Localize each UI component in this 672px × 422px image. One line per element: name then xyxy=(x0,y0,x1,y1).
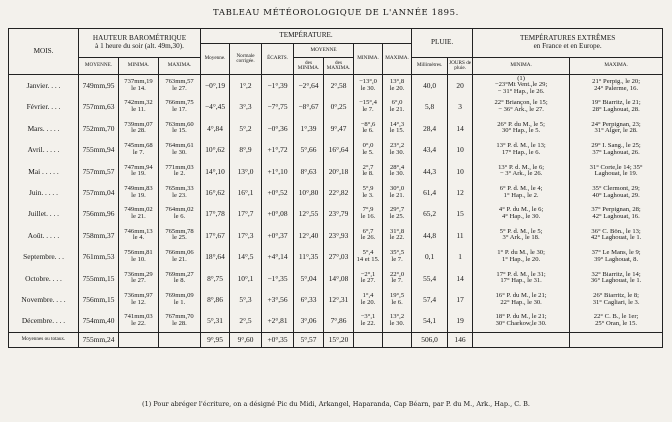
cell-t-moyenne: 4°,84 xyxy=(201,118,230,139)
header-t-ecarts: ÉCARTS. xyxy=(262,44,294,75)
cell-ext-minima: 4° P. du M., le 6; 4° Hap., le 30. xyxy=(473,203,570,224)
cell-mois: Septembre. . . xyxy=(9,246,79,267)
cell-h-maxima: 765mm,33 le 23. xyxy=(159,182,201,203)
cell-pluie-jours: 20 xyxy=(448,75,473,97)
cell-t-des-maxima: 9°,47 xyxy=(324,118,354,139)
cell-h-maxima: 771mm,03 le 2. xyxy=(159,161,201,182)
cell-t-normale: 17°,3 xyxy=(230,225,262,246)
cell-h-moyenne: 758mm,37 xyxy=(79,225,119,246)
cell-t-normale: 5°,3 xyxy=(230,289,262,310)
cell-pluie-mm: 5,8 xyxy=(412,96,448,117)
cell-pluie-mm: 43,4 xyxy=(412,139,448,160)
cell-t-moyenne: 8°,75 xyxy=(201,268,230,289)
cell-t-des-maxima: 0°,25 xyxy=(324,96,354,117)
cell-t-ecarts: −7°,75 xyxy=(262,96,294,117)
table-row xyxy=(9,182,663,203)
cell-ext-maxima: 31° Corte,le 14; 35° Laghouat, le 19. xyxy=(570,161,663,182)
cell-ext-minima: (1) −23°Mt Vent.,le 29; − 31° Hap., le 26. xyxy=(473,75,570,97)
cell-t-minima: 7°,9 le 16. xyxy=(354,203,383,224)
cell-pluie-mm: 57,4 xyxy=(412,289,448,310)
cell-h-maxima: 763mm,60 le 15. xyxy=(159,118,201,139)
table-row xyxy=(9,75,663,97)
cell-t-minima: −3°,1 le 22. xyxy=(354,310,383,332)
header-hauteur: HAUTEUR BAROMÉTRIQUE à 1 heure du soir (alt. 49m,30). xyxy=(79,29,201,58)
cell-ext-maxima: 35° Clermont, 29; 40° Laghouat, 29. xyxy=(570,182,663,203)
cell-t-des-minima: −8°,67 xyxy=(294,96,324,117)
cell-pluie-jours: 1 xyxy=(448,246,473,267)
page-title: TABLEAU MÉTÉOROLOGIQUE DE L'ANNÉE 1895. xyxy=(213,8,459,18)
cell-h-maxima: 764mm,61 le 30. xyxy=(159,139,201,160)
cell-t-moyenne: 16°,62 xyxy=(201,182,230,203)
cell-h-moyenne: 749mm,95 xyxy=(79,75,119,97)
table-row xyxy=(9,310,663,332)
cell-t-moyenne: 17°,78 xyxy=(201,203,230,224)
cell-t-normale: 13°,0 xyxy=(230,161,262,182)
cell-mois: Avril. . . . . xyxy=(9,139,79,160)
header-pluie-jours: JOURS de pluie. xyxy=(448,58,473,75)
cell-h-minima: 756mm,81 le 10. xyxy=(119,246,159,267)
cell-h-moyenne: 754mm,40 xyxy=(79,310,119,332)
cell-ext-maxima: 21° Perpig., le 20; 24° Palerme, 16. xyxy=(570,75,663,97)
cell-h-moyenne: 761mm,53 xyxy=(79,246,119,267)
table-row xyxy=(9,289,663,310)
cell-mois: Mars. . . . . xyxy=(9,118,79,139)
avg-h-moyenne: 755mm,24 xyxy=(79,332,119,347)
cell-t-ecarts: +0°,08 xyxy=(262,203,294,224)
cell-t-ecarts: +3°,56 xyxy=(262,289,294,310)
cell-pluie-mm: 65,2 xyxy=(412,203,448,224)
cell-t-des-minima: 8°,63 xyxy=(294,161,324,182)
table-row xyxy=(9,203,663,224)
table-row xyxy=(9,96,663,117)
cell-t-ecarts: +0°,37 xyxy=(262,225,294,246)
header-pluie-mm: Millimètres. xyxy=(412,58,448,75)
cell-t-minima: 2°,7 le 8. xyxy=(354,161,383,182)
cell-t-maxima: 19°,5 le 6. xyxy=(383,289,412,310)
cell-t-des-maxima: 12°,31 xyxy=(324,289,354,310)
header-pluie: PLUIE. xyxy=(412,29,473,58)
table-row xyxy=(9,139,663,160)
cell-t-des-maxima: 7°,86 xyxy=(324,310,354,332)
cell-t-ecarts: −1°,35 xyxy=(262,268,294,289)
cell-t-des-minima: 1°,39 xyxy=(294,118,324,139)
cell-t-maxima: 35°,5 le 7. xyxy=(383,246,412,267)
table-row xyxy=(9,118,663,139)
header-t-des-minima: des MINIMA. xyxy=(294,58,324,75)
cell-t-des-minima: 12°,55 xyxy=(294,203,324,224)
cell-ext-minima: 16° P. du M., le 21; 22° Hap., le 30. xyxy=(473,289,570,310)
cell-pluie-jours: 14 xyxy=(448,118,473,139)
cell-t-normale: 17°,7 xyxy=(230,203,262,224)
cell-ext-minima: 1° P. du M., le 30; 1° Hap., le 20. xyxy=(473,246,570,267)
averages-label: Moyennes ou totaux. xyxy=(9,332,79,347)
cell-t-des-maxima: 14°,08 xyxy=(324,268,354,289)
cell-t-minima: −8°,6 le 6. xyxy=(354,118,383,139)
cell-t-normale: 5°,2 xyxy=(230,118,262,139)
cell-h-moyenne: 755mm,15 xyxy=(79,268,119,289)
cell-ext-minima: 22° Briançon, le 15; − 36° Ark., le 27. xyxy=(473,96,570,117)
cell-h-maxima: 764mm,02 le 6. xyxy=(159,203,201,224)
cell-t-des-maxima: 23°,93 xyxy=(324,225,354,246)
cell-mois: Octobre. . . . xyxy=(9,268,79,289)
cell-t-minima: 5°,9 le 3. xyxy=(354,182,383,203)
cell-ext-maxima: 36° C. Bön., le 13; 42° Laghouat, le 1. xyxy=(570,225,663,246)
avg-t-minima xyxy=(354,332,383,347)
cell-t-normale: 14°,5 xyxy=(230,246,262,267)
table-row xyxy=(9,225,663,246)
cell-mois: Février. . . . xyxy=(9,96,79,117)
cell-t-normale: 16°,1 xyxy=(230,182,262,203)
cell-h-maxima: 766mm,75 le 17. xyxy=(159,96,201,117)
cell-t-normale: 2°,5 xyxy=(230,310,262,332)
cell-ext-maxima: 24° Perpignan, 23; 31° Alger, le 28. xyxy=(570,118,663,139)
avg-pluie-mm: 506,0 xyxy=(412,332,448,347)
header-h-minima: MINIMA. xyxy=(119,58,159,75)
cell-t-ecarts: −0°,36 xyxy=(262,118,294,139)
cell-ext-maxima: 22° C. B., le 1er; 25° Oran, le 15. xyxy=(570,310,663,332)
cell-t-minima: 1°,4 le 20. xyxy=(354,289,383,310)
cell-t-moyenne: 5°,31 xyxy=(201,310,230,332)
cell-h-minima: 747mm,94 le 19. xyxy=(119,161,159,182)
avg-ext-minima xyxy=(473,332,570,347)
cell-pluie-jours: 10 xyxy=(448,161,473,182)
cell-pluie-jours: 19 xyxy=(448,310,473,332)
table-row xyxy=(9,246,663,267)
avg-t-des-maxima: 15°,20 xyxy=(324,332,354,347)
header-extremes: TEMPÉRATURES EXTRÊMES en France et en Europe. xyxy=(473,29,663,58)
cell-h-maxima: 767mm,70 le 28. xyxy=(159,310,201,332)
avg-t-ecarts: +0°,35 xyxy=(262,332,294,347)
cell-t-maxima: 30°,0 le 21. xyxy=(383,182,412,203)
cell-h-moyenne: 757mm,04 xyxy=(79,182,119,203)
cell-ext-maxima: 29° I. Sang., le 25; 37° Laghouat, 26. xyxy=(570,139,663,160)
cell-t-moyenne: −4°,45 xyxy=(201,96,230,117)
avg-t-normale: 9°,60 xyxy=(230,332,262,347)
header-ext-maxima: MAXIMA. xyxy=(570,58,663,75)
cell-pluie-jours: 12 xyxy=(448,182,473,203)
cell-pluie-jours: 11 xyxy=(448,225,473,246)
cell-h-minima: 749mm,02 le 21. xyxy=(119,203,159,224)
cell-t-des-maxima: 27°,03 xyxy=(324,246,354,267)
cell-h-minima: 742mm,32 le 11. xyxy=(119,96,159,117)
footnote: (1) Pour abréger l'écriture, on a désigné Pic du Midi, Arkangel, Haparanda, Cap Béarn, par P. du M., Ark., Hap., C. B. xyxy=(142,400,530,408)
header-h-maxima: MAXIMA. xyxy=(159,58,201,75)
avg-t-maxima xyxy=(383,332,412,347)
cell-h-minima: 737mm,19 le 14. xyxy=(119,75,159,97)
cell-ext-maxima: 19° Biarritz, le 21; 28° Laghouat, 28. xyxy=(570,96,663,117)
cell-mois: Août. . . . . xyxy=(9,225,79,246)
avg-pluie-jours: 146 xyxy=(448,332,473,347)
cell-h-moyenne: 756mm,96 xyxy=(79,203,119,224)
cell-pluie-mm: 44,3 xyxy=(412,161,448,182)
cell-t-ecarts: +4°,14 xyxy=(262,246,294,267)
cell-h-maxima: 769mm,27 le 8. xyxy=(159,268,201,289)
cell-t-des-minima: 12°,40 xyxy=(294,225,324,246)
cell-h-moyenne: 756mm,15 xyxy=(79,289,119,310)
cell-h-maxima: 763mm,57 le 27. xyxy=(159,75,201,97)
meteo-table xyxy=(8,28,663,348)
cell-t-des-minima: 5°,66 xyxy=(294,139,324,160)
header-temperature: TEMPÉRATURE. xyxy=(201,29,412,44)
avg-t-des-minima: 5°,57 xyxy=(294,332,324,347)
cell-t-des-minima: 3°,06 xyxy=(294,310,324,332)
header-t-normale: Normale corrigée. xyxy=(230,44,262,75)
cell-t-minima: 5°,4 14 et 15. xyxy=(354,246,383,267)
cell-ext-minima: 6° P. d. M., le 4; 1° Hap., le 2. xyxy=(473,182,570,203)
cell-h-moyenne: 752mm,70 xyxy=(79,118,119,139)
cell-pluie-mm: 61,4 xyxy=(412,182,448,203)
cell-h-maxima: 769mm,09 le 1. xyxy=(159,289,201,310)
cell-t-moyenne: 8°,86 xyxy=(201,289,230,310)
header-t-maxima: MAXIMA. xyxy=(383,44,412,75)
cell-ext-minima: 13° P. d. M., le 6; − 3° Ark., le 26. xyxy=(473,161,570,182)
cell-t-ecarts: +2°,81 xyxy=(262,310,294,332)
cell-t-normale: 1°,2 xyxy=(230,75,262,97)
cell-t-normale: 3°,3 xyxy=(230,96,262,117)
cell-t-moyenne: 14°,10 xyxy=(201,161,230,182)
cell-t-moyenne: 18°,64 xyxy=(201,246,230,267)
cell-t-ecarts: +1°,72 xyxy=(262,139,294,160)
header-t-moyenne: Moyenne. xyxy=(201,44,230,75)
header-t-des-maxima: des MAXIMA. xyxy=(324,58,354,75)
cell-mois: Novembre. . . . xyxy=(9,289,79,310)
avg-h-maxima xyxy=(159,332,201,347)
cell-h-minima: 746mm,13 le 4. xyxy=(119,225,159,246)
cell-mois: Décembre. . . . xyxy=(9,310,79,332)
cell-ext-maxima: 37° Le Mans, le 9; 39° Laghouat, 8. xyxy=(570,246,663,267)
cell-mois: Janvier. . . . xyxy=(9,75,79,97)
cell-t-normale: 10°,1 xyxy=(230,268,262,289)
cell-t-ecarts: +0°,52 xyxy=(262,182,294,203)
cell-pluie-mm: 0,1 xyxy=(412,246,448,267)
cell-pluie-mm: 44,8 xyxy=(412,225,448,246)
cell-mois: Mai . . . . . xyxy=(9,161,79,182)
cell-t-des-maxima: 16°,64 xyxy=(324,139,354,160)
cell-t-des-maxima: 2°,58 xyxy=(324,75,354,97)
cell-pluie-jours: 15 xyxy=(448,203,473,224)
cell-pluie-jours: 17 xyxy=(448,289,473,310)
cell-pluie-jours: 10 xyxy=(448,139,473,160)
cell-t-des-maxima: 22°,82 xyxy=(324,182,354,203)
header-mois: MOIS. xyxy=(9,29,79,75)
cell-t-minima: 6°,7 le 26. xyxy=(354,225,383,246)
cell-pluie-jours: 3 xyxy=(448,96,473,117)
cell-t-des-minima: −2°,64 xyxy=(294,75,324,97)
cell-pluie-mm: 28,4 xyxy=(412,118,448,139)
cell-ext-minima: 18° P. du M., le 21; 30° Charkow,le 30. xyxy=(473,310,570,332)
cell-t-moyenne: 10°,62 xyxy=(201,139,230,160)
cell-t-minima: 0°,0 le 5. xyxy=(354,139,383,160)
cell-mois: Juin. . . . . xyxy=(9,182,79,203)
cell-t-maxima: 13°,8 le 20. xyxy=(383,75,412,97)
cell-t-maxima: 23°,2 le 30. xyxy=(383,139,412,160)
cell-t-moyenne: 17°,67 xyxy=(201,225,230,246)
cell-h-minima: 736mm,29 le 27. xyxy=(119,268,159,289)
cell-pluie-jours: 14 xyxy=(448,268,473,289)
table-row xyxy=(9,161,663,182)
cell-pluie-mm: 54,1 xyxy=(412,310,448,332)
cell-h-minima: 741mm,03 le 22. xyxy=(119,310,159,332)
cell-t-ecarts: +1°,10 xyxy=(262,161,294,182)
avg-h-minima xyxy=(119,332,159,347)
cell-h-moyenne: 757mm,57 xyxy=(79,161,119,182)
cell-h-maxima: 766mm,06 le 21. xyxy=(159,246,201,267)
header-h-moyenne: MOYENNE. xyxy=(79,58,119,75)
avg-t-moyenne: 9°,95 xyxy=(201,332,230,347)
header-t-minima: MINIMA. xyxy=(354,44,383,75)
cell-ext-maxima: 37° Perpignan, 28; 42° Laghouat, 16. xyxy=(570,203,663,224)
cell-t-minima: −13°,0 le 30. xyxy=(354,75,383,97)
cell-t-maxima: 31°,8 le 22. xyxy=(383,225,412,246)
cell-t-maxima: 28°,4 le 30. xyxy=(383,161,412,182)
cell-h-minima: 736mm,97 le 12. xyxy=(119,289,159,310)
cell-ext-minima: 17° P. d. M., le 31; 17° Hap., le 31. xyxy=(473,268,570,289)
cell-h-minima: 739mm,07 le 28. xyxy=(119,118,159,139)
cell-h-minima: 749mm,83 le 19. xyxy=(119,182,159,203)
header-t-moyenne-group: MOYENNE xyxy=(294,44,354,58)
cell-h-moyenne: 755mm,94 xyxy=(79,139,119,160)
cell-h-moyenne: 757mm,63 xyxy=(79,96,119,117)
cell-ext-minima: 26° P. du M., le 5; 30° Hap., le 5. xyxy=(473,118,570,139)
cell-h-minima: 745mm,68 le 7. xyxy=(119,139,159,160)
cell-h-maxima: 765mm,78 le 25. xyxy=(159,225,201,246)
cell-ext-maxima: 26° Biarritz, le 8; 31° Cagliari, le 3. xyxy=(570,289,663,310)
table-row xyxy=(9,268,663,289)
cell-t-moyenne: −0°,19 xyxy=(201,75,230,97)
cell-t-des-minima: 5°,04 xyxy=(294,268,324,289)
cell-mois: Juillet. . . . xyxy=(9,203,79,224)
cell-ext-minima: 13° P. d. M., le 13; 17° Hap., le 6. xyxy=(473,139,570,160)
cell-t-normale: 8°,9 xyxy=(230,139,262,160)
cell-ext-minima: 5° P. d. M., le 5; 3° Ark., le 18. xyxy=(473,225,570,246)
cell-t-maxima: 14°,3 le 15. xyxy=(383,118,412,139)
cell-pluie-mm: 55,4 xyxy=(412,268,448,289)
cell-t-des-maxima: 20°,18 xyxy=(324,161,354,182)
cell-t-maxima: 29°,7 le 25. xyxy=(383,203,412,224)
cell-t-maxima: 22°,0 le 7. xyxy=(383,268,412,289)
cell-ext-maxima: 32° Biarritz, le 14; 36° Laghouat, le 1. xyxy=(570,268,663,289)
header-ext-minima: MINIMA. xyxy=(473,58,570,75)
cell-t-des-maxima: 23°,79 xyxy=(324,203,354,224)
cell-t-maxima: 6°,0 le 21. xyxy=(383,96,412,117)
cell-t-maxima: 13°,2 le 30. xyxy=(383,310,412,332)
cell-t-ecarts: −1°,39 xyxy=(262,75,294,97)
cell-pluie-mm: 40,0 xyxy=(412,75,448,97)
cell-t-des-minima: 11°,35 xyxy=(294,246,324,267)
cell-t-minima: −2°,1 le 27. xyxy=(354,268,383,289)
cell-t-des-minima: 6°,33 xyxy=(294,289,324,310)
cell-t-minima: −15°,4 le 7. xyxy=(354,96,383,117)
avg-ext-maxima xyxy=(570,332,663,347)
averages-row xyxy=(9,332,663,347)
cell-t-des-minima: 10°,80 xyxy=(294,182,324,203)
